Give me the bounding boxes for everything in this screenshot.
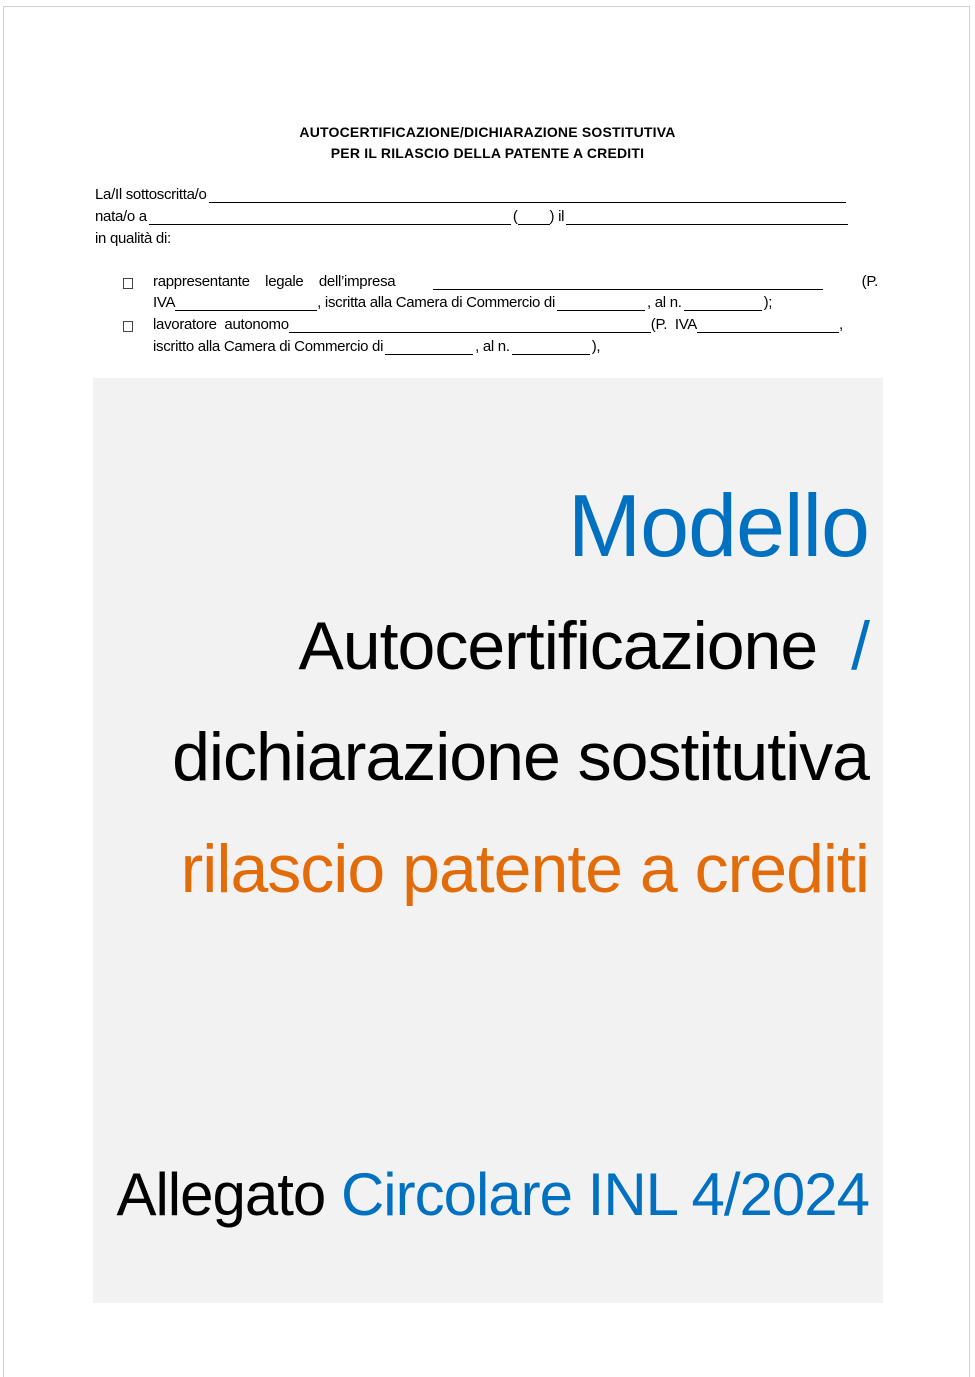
piva-label: IVA [153, 294, 176, 311]
company-piva-field[interactable] [175, 298, 317, 311]
option2-line2 [153, 338, 600, 355]
option1-line1 [153, 273, 878, 290]
birthplace-field[interactable] [149, 212, 511, 225]
attachment-label: Allegato [116, 1161, 326, 1228]
self-employed-chamber-field[interactable] [385, 342, 473, 355]
checkbox-self-employed[interactable] [123, 321, 133, 332]
company-number-field[interactable] [684, 298, 762, 311]
option2-label: lavoratore autonomo [153, 316, 289, 333]
chamber-label: , iscritta alla Camera di Commercio di [317, 294, 556, 311]
birth-line [95, 208, 850, 225]
cover-model: Modello [567, 476, 869, 575]
province-field[interactable] [518, 212, 550, 225]
option1-label: rappresentante legale dell’impresa [153, 273, 396, 290]
number-label: , al n. [475, 338, 510, 355]
paren-open: ( [512, 208, 518, 225]
end-punct: ), [591, 338, 601, 355]
piva-label: (P. IVA [650, 316, 697, 333]
cover-attachment [116, 1160, 869, 1229]
cover-line2: dichiarazione sostitutiva [172, 719, 869, 795]
number-label: , al n. [647, 294, 682, 311]
cover-line1 [298, 607, 869, 685]
cover-slash: / [851, 608, 869, 684]
checkbox-legal-representative[interactable] [123, 278, 133, 289]
document-title-line1: AUTOCERTIFICAZIONE/DICHIARAZIONE SOSTITUTIVA [299, 124, 676, 140]
role-label: in qualità di: [95, 230, 171, 247]
birthdate-field[interactable] [566, 212, 848, 225]
document-title-line2: PER IL RILASCIO DELLA PATENTE A CREDITI [330, 145, 645, 161]
company-chamber-field[interactable] [557, 298, 645, 311]
cover-autocertification: Autocertificazione [298, 608, 818, 684]
cover-line3: rilascio patente a crediti [180, 831, 869, 907]
date-label: ) il [549, 208, 565, 225]
comma: , [839, 316, 843, 333]
signer-name-field[interactable] [209, 190, 846, 203]
circular-reference: Circolare INL 4/2024 [340, 1161, 869, 1228]
self-employed-name-field[interactable] [289, 320, 651, 333]
self-employed-piva-field[interactable] [697, 320, 839, 333]
born-label: nata/o a [95, 208, 147, 225]
option1-line2 [153, 294, 772, 311]
end-punct: ); [763, 294, 773, 311]
piva-open: (P. [861, 273, 878, 290]
signer-line [95, 186, 848, 203]
signer-label: La/Il sottoscritta/o [95, 186, 207, 203]
company-field[interactable] [433, 277, 823, 290]
option2-line1 [153, 316, 843, 333]
chamber-label: iscritto alla Camera di Commercio di [153, 338, 384, 355]
self-employed-number-field[interactable] [512, 342, 590, 355]
